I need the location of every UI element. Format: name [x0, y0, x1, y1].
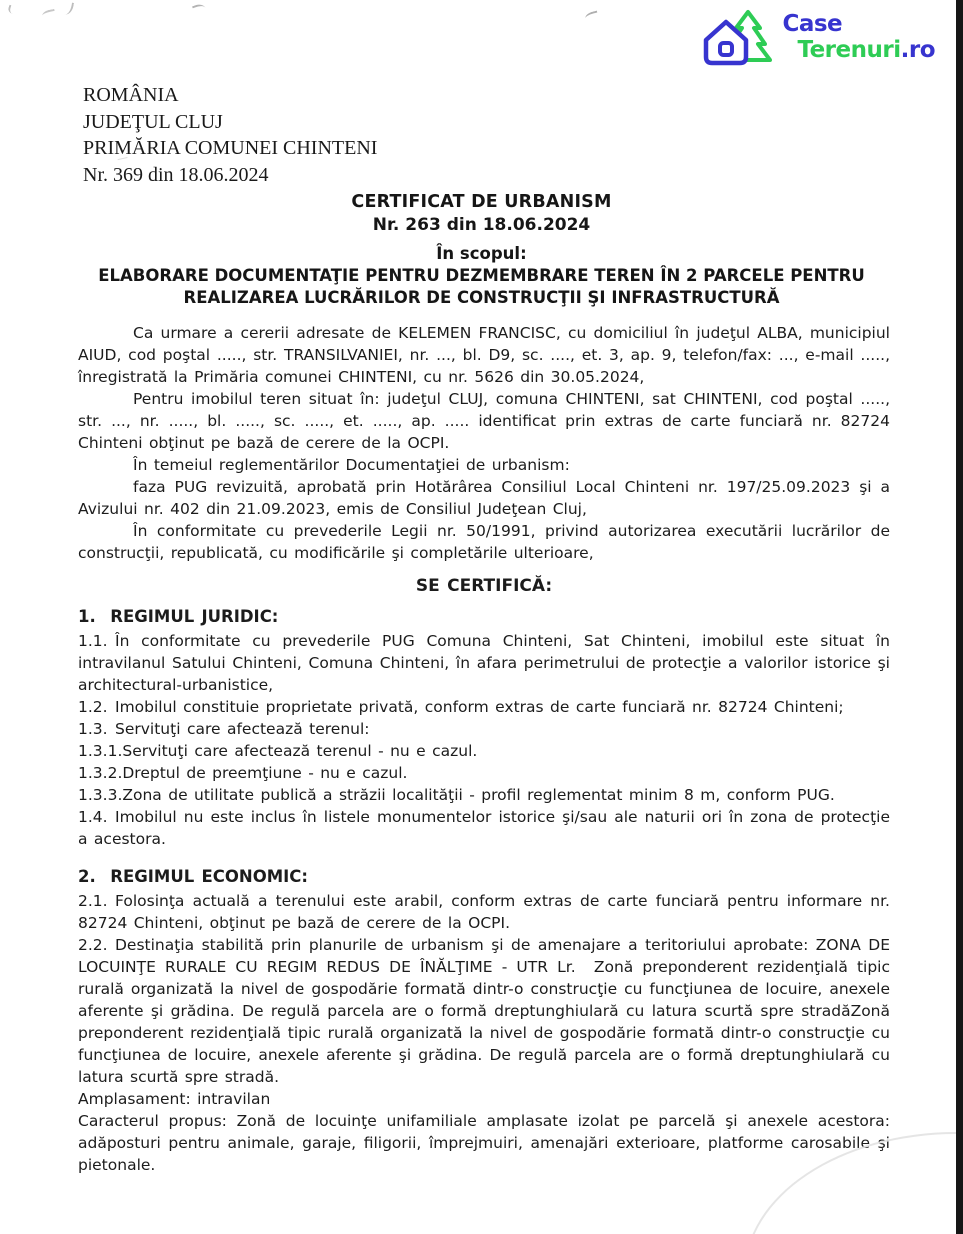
item-number: 1.3.3.: [78, 786, 123, 804]
certificate-number: Nr. 263 din 18.06.2024: [372, 215, 591, 235]
logo-case-text: Case: [782, 11, 843, 37]
caseterenuri-logo: [696, 8, 935, 66]
item-text: Zona de utilitate publică a străzii localităţii - profil reglementat minim 8 m, conform PUG.: [122, 786, 835, 804]
pencil-mark: [41, 9, 55, 18]
section-juridic-heading: 1. REGIMUL JURIDIC:: [78, 607, 279, 626]
purpose-text: ELABORARE DOCUMENTAŢIE PENTRU DEZMEMBRARE TEREN ÎN 2 PARCELE PENTRU REALIZAREA LUCRĂRILOR DE CONSTRUCŢII ŞI INFRASTRUCTURĂ: [98, 266, 865, 307]
item-text: Servituţi care afectează terenul:: [115, 720, 370, 738]
economic-item-2-1: [78, 890, 890, 934]
item-text: Destinaţia stabilită prin planurile de urbanism şi de amenajare a teritoriului aprobate: ZONA DE LOCUINŢE RURALE CU REGIM REDUS DE ÎNĂLŢIME - UTR Lr. Zonă preponderent rezidenţială tipic rurală organizată la nivel de gospodărie formată dintr-o construcţie cu funcţiunea de locuire, anexele aferente şi grădina. De regulă parcela are o formă dreptunghiulară cu latura scurtă spre stradăZonă preponderent rezidenţială tipic rurală organizată la nivel de gospodărie formată dintr-o construcţie cu funcţiunea de locuire, anexele aferente şi grădina. De regulă parcela are o formă dreptunghiulară cu latura scurtă spre stradă.: [78, 936, 890, 1086]
certificate-title: CERTIFICAT DE URBANISM: [351, 192, 612, 212]
item-text: Servituţi care afectează terenul - nu e cazul.: [122, 742, 478, 760]
letterhead: [83, 82, 963, 188]
section-economic-heading: 2. REGIMUL ECONOMIC:: [78, 867, 308, 886]
pencil-mark: [192, 2, 206, 14]
paragraph-property: Pentru imobilul teren situat în: judeţul CLUJ, comuna CHINTENI, sat CHINTENI, cod poştal ....., str. ..., nr. ....., bl. ....., sc. ....., et. ....., ap. ..... identificat prin extras de carte funciară nr. 82724 Chinteni obţinut pe bază de cerere de la OCPI.: [78, 390, 890, 452]
logo-terenuri-text: Terenuri: [797, 37, 901, 63]
juridic-item-1-4: [78, 806, 890, 850]
pencil-mark: [584, 11, 598, 21]
house-tree-icon: [696, 8, 776, 66]
item-number: 1.4.: [78, 808, 108, 826]
certify-heading: SE CERTIFICĂ:: [415, 576, 553, 596]
caracter-propus-line: Caracterul propus: Zonă de locuinţe unifamiliale amplasate izolat pe parcelă şi anexele acestora: adăposturi pentru animale, garaje, filigorii, împrejmuiri, amenajări exterioare, platforme carosabile şi pietonale.: [78, 1112, 890, 1174]
paragraph-law-50-1991: În conformitate cu prevederile Legii nr. 50/1991, privind autorizarea executării lucrărilor de construcţii, republicată, cu modificările şi completările ulterioare,: [78, 522, 890, 562]
juridic-item-1-1: [78, 630, 890, 696]
title-block: [48, 191, 915, 309]
pencil-mark: [7, 5, 19, 16]
item-text: Imobilul constituie proprietate privată, conform extras de carte funciară nr. 82724 Chinteni;: [115, 698, 844, 716]
item-number: 2.2.: [78, 936, 108, 954]
item-text: Folosinţa actuală a terenului este arabil, conform extras de carte funciară pentru informare nr. 82724 Chinteni, obţinut pe bază de cerere de la OCPI.: [78, 892, 890, 932]
item-number: 1.3.1.: [78, 742, 123, 760]
letterhead-country: ROMÂNIA: [83, 84, 179, 106]
amplasament-line: Amplasament: intravilan: [78, 1090, 271, 1108]
item-text: Dreptul de preemţiune - nu e cazul.: [122, 764, 408, 782]
juridic-item-1-2: [78, 696, 890, 718]
logo-ro-text: .ro: [900, 37, 935, 63]
item-number: 2.1.: [78, 892, 108, 910]
pencil-mark: [63, 1, 74, 15]
item-number: 1.1.: [78, 632, 108, 650]
scan-edge-strip: [956, 0, 963, 1234]
juridic-item-1-3: [78, 718, 890, 740]
item-number: 1.3.2.: [78, 764, 123, 782]
purpose-label: În scopul:: [436, 244, 527, 263]
letterhead-county: JUDEŢUL CLUJ: [83, 110, 223, 133]
item-number: 1.2.: [78, 698, 108, 716]
item-number: 1.3.: [78, 720, 108, 738]
letterhead-cityhall: PRIMĂRIA COMUNEI CHINTENI: [83, 137, 378, 159]
letterhead-registration-number: Nr. 369 din 18.06.2024: [83, 163, 269, 186]
document-body: [78, 322, 890, 1176]
juridic-item-1-3-2: [78, 762, 890, 784]
paragraph-applicant: Ca urmare a cererii adresate de KELEMEN FRANCISC, cu domiciliul în judeţul ALBA, municipiul AIUD, cod poştal ....., str. TRANSILVANIEI, nr. ..., bl. D9, sc. ...., et. 3, ap. 9, telefon/fax: ..., e-mail ....., înregistrată la Primăria comunei CHINTENI, cu nr. 5626 din 30.05.2024,: [78, 324, 890, 386]
paragraph-pug-phase: faza PUG revizuită, aprobată prin Hotărârea Consiliul Local Chinteni nr. 197/25.09.2023 şi a Avizului nr. 402 din 21.09.2023, emis de Consiliul Judeţean Cluj,: [78, 478, 890, 518]
paragraph-urbanism-docs: În temeiul reglementărilor Documentaţiei de urbanism:: [133, 456, 570, 474]
item-text: În conformitate cu prevederile PUG Comuna Chinteni, Sat Chinteni, imobilul este situat în intravilanul Satului Chinteni, Comuna Chinteni, în afara perimetrului de protecţie a valorilor istorice şi architectural-urbanistice,: [78, 632, 890, 694]
house-window-icon: [720, 43, 732, 55]
item-text: Imobilul nu este inclus în listele monumentelor istorice şi/sau ale naturii ori în zona de protecţie a acestora.: [78, 808, 890, 848]
economic-item-2-2: [78, 934, 890, 1088]
juridic-item-1-3-3: [78, 784, 890, 806]
juridic-item-1-3-1: [78, 740, 890, 762]
logo-wordmark: [782, 11, 935, 63]
